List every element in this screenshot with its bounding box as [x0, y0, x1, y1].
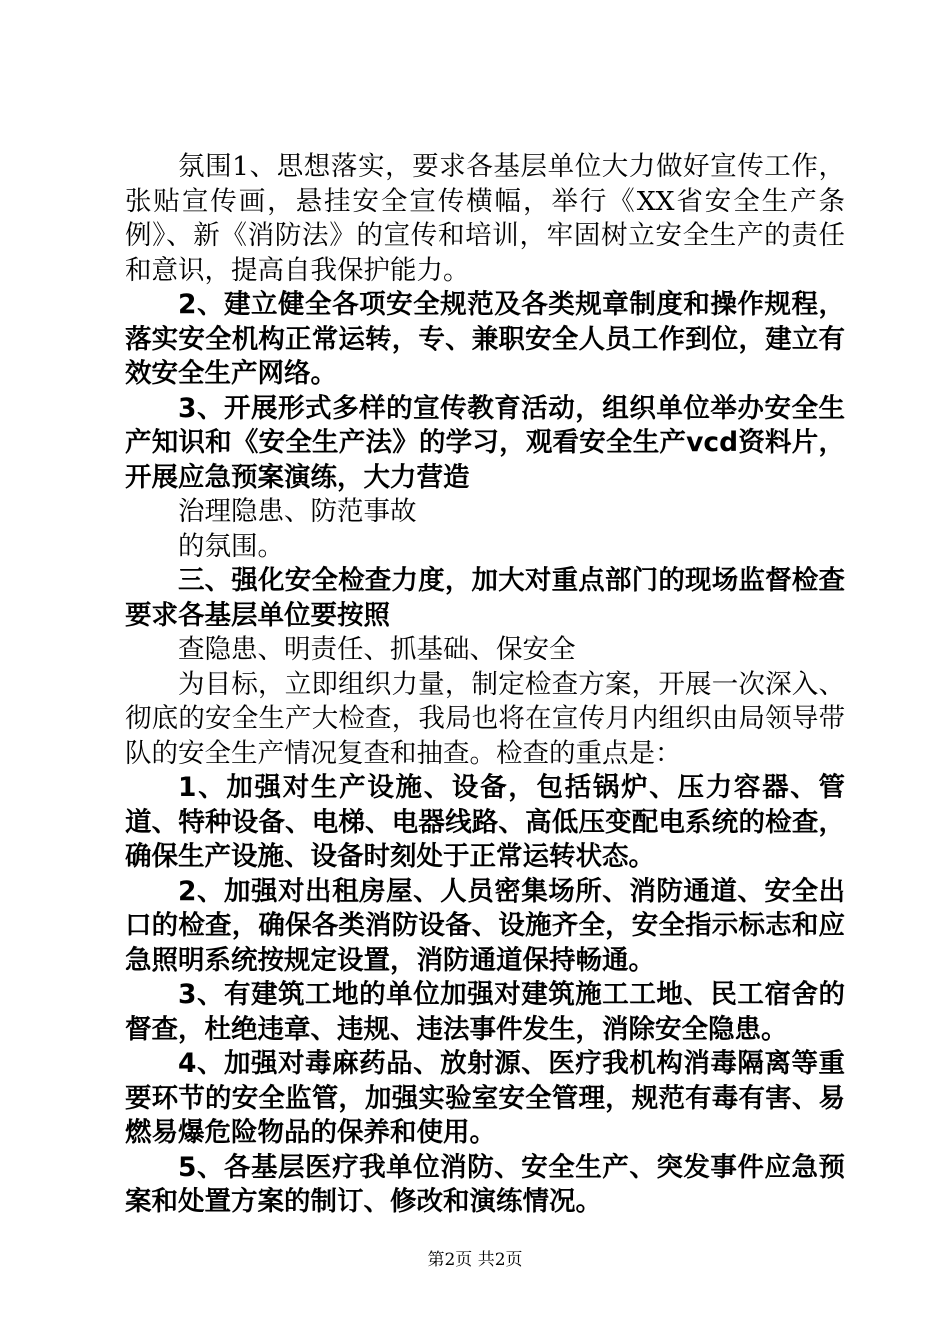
paragraph-12: 4、加强对毒麻药品、放射源、医疗我机构消毒隔离等重要环节的安全监管，加强实验室安全管理，规范有毒有害、易燃易爆危险物品的保养和使用。	[125, 1048, 845, 1148]
paragraph-6: 三、强化安全检查力度，加大对重点部门的现场监督检查要求各基层单位要按照	[125, 565, 845, 631]
page-footer	[0, 1245, 950, 1270]
paragraph-3: 3、开展形式多样的宣传教育活动，组织单位举办安全生产知识和《安全生产法》的学习，观看安全生产vcd资料片，开展应急预案演练，大力营造	[125, 392, 845, 493]
paragraph-1: 氛围1、思想落实，要求各基层单位大力做好宣传工作，张贴宣传画，悬挂安全宣传横幅，举行《XX省安全生产条例》、新《消防法》的宣传和培训，牢固树立安全生产的责任和意识，提高自我保护能力。	[125, 151, 845, 286]
page-number-label: 第2页 共2页	[427, 1250, 523, 1270]
paragraph-5: 的氛围。	[178, 530, 284, 562]
paragraph-9: 1、加强对生产设施、设备，包括锅炉、压力容器、管道、特种设备、电梯、电器线路、高低压变配电系统的检查，确保生产设施、设备时刻处于正常运转状态。	[125, 772, 845, 872]
paragraph-11: 3、有建筑工地的单位加强对建筑施工工地、民工宿舍的督查，杜绝违章、违规、违法事件发生，消除安全隐患。	[125, 979, 845, 1045]
paragraph-10: 2、加强对出租房屋、人员密集场所、消防通道、安全出口的检查，确保各类消防设备、设施齐全，安全指示标志和应急照明系统按规定设置，消防通道保持畅通。	[125, 875, 845, 976]
document-body	[125, 150, 845, 1220]
paragraph-7: 查隐患、明责任、抓基础、保安全	[178, 634, 576, 665]
paragraph-4: 治理隐患、防范事故	[178, 496, 417, 527]
paragraph-2: 2、建立健全各项安全规范及各类规章制度和操作规程，落实安全机构正常运转，专、兼职安全人员工作到位，建立有效安全生产网络。	[125, 289, 845, 389]
paragraph-8: 为目标，立即组织力量，制定检查方案，开展一次深入、彻底的安全生产大检查，我局也将在宣传月内组织由局领导带队的安全生产情况复查和抽查。检查的重点是：	[125, 668, 845, 769]
paragraph-13: 5、各基层医疗我单位消防、安全生产、突发事件应急预案和处置方案的制订、修改和演练情况。	[125, 1151, 845, 1217]
